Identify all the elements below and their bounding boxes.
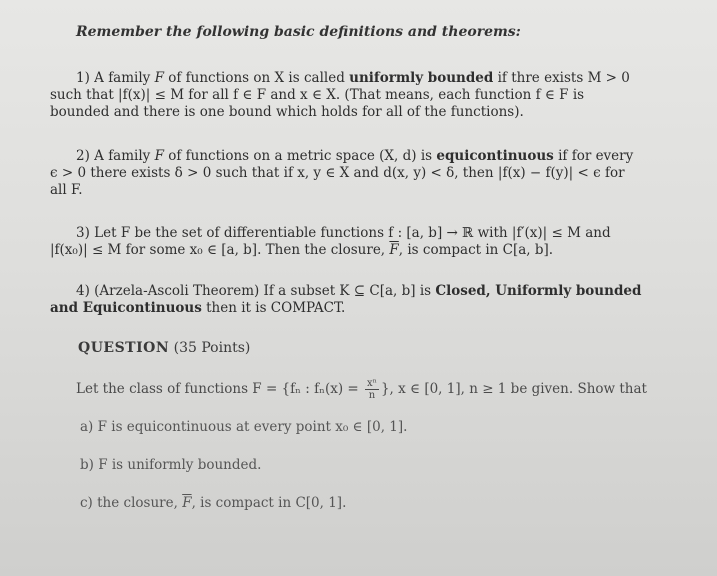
thm3-line2 <box>50 242 665 259</box>
thm4-text-a: 4) (Arzela-Ascoli Theorem) If a subset K ⊆ C[a, b] is <box>76 283 436 299</box>
question-part-a: a) F is equicontinuous at every point x₀ ∈ [0, 1]. <box>80 419 408 435</box>
def2-line3: all F. <box>50 182 83 198</box>
thm3-text-d: , is compact in C[a, b]. <box>398 242 554 258</box>
definition-equicontinuous <box>50 148 665 199</box>
fraction-denominator: n <box>368 390 376 401</box>
question-part-b: b) F is uniformly bounded. <box>80 457 262 473</box>
question-part-c <box>80 495 346 511</box>
def1-line3: bounded and there is one bound which holds for all of the functions). <box>50 104 524 120</box>
question-points: (35 Points) <box>169 340 251 356</box>
thm4-term-b: Closed, Uniformly bounded <box>435 283 642 299</box>
def2-term: equicontinuous <box>436 148 554 164</box>
def2-line2: ϵ > 0 there exists δ > 0 such that if x, y ∈ X and d(x, y) < δ, then |f(x) − f(y)| < ϵ for <box>50 165 625 181</box>
fraction-numerator: xⁿ <box>367 378 377 389</box>
def2-text-a: 2) A family <box>76 148 155 164</box>
thm3-line1 <box>50 225 665 242</box>
definition-uniformly-bounded <box>50 70 665 121</box>
question-text-a: Let the class of functions F = {fₙ : fₙ(x) = <box>76 381 363 397</box>
question-statement <box>76 378 647 401</box>
page-heading: Remember the following basic definitions and theorems: <box>76 24 521 40</box>
question-label: QUESTION <box>78 340 170 356</box>
theorem-3 <box>50 225 665 259</box>
thm4-text-d: then it is COMPACT. <box>201 300 346 316</box>
def2-family-symbol: F <box>154 148 164 164</box>
question-title <box>78 340 250 356</box>
def1-text-a: 1) A family <box>76 70 155 86</box>
def1-text-c: of functions on X is called <box>163 70 350 86</box>
def1-family-symbol: F <box>154 70 164 86</box>
fraction <box>365 378 379 401</box>
def1-text-e: if thre exists M > 0 <box>493 70 630 86</box>
def1-line1 <box>50 70 665 87</box>
thm3-text-a: 3) Let F be the set of differentiable functions f : [a, b] → ℝ with |f′(x)| ≤ M and <box>76 225 611 241</box>
thm3-text-b: |f(x₀)| ≤ M for some x₀ ∈ [a, b]. Then the closure, <box>50 242 390 258</box>
thm4-line1 <box>50 283 665 300</box>
part-c-closure-symbol: $\overline{F}$ <box>182 495 192 511</box>
part-c-text-a: c) the closure, <box>80 495 183 511</box>
thm4-term-c: and Equicontinuous <box>50 300 202 316</box>
def1-line2: such that |f(x)| ≤ M for all f ∈ F and x ∈ X. (That means, each function f ∈ F is <box>50 87 585 103</box>
def1-term: uniformly bounded <box>349 70 494 86</box>
thm3-closure-symbol: $\overline{F}$ <box>389 242 399 258</box>
def2-text-c: of functions on a metric space (X, d) is <box>163 148 437 164</box>
theorem-arzela-ascoli <box>50 283 665 317</box>
part-c-text-c: , is compact in C[0, 1]. <box>191 495 347 511</box>
def2-text-e: if for every <box>553 148 634 164</box>
question-text-b: }, x ∈ [0, 1], n ≥ 1 be given. Show that <box>380 381 647 397</box>
thm4-line2 <box>50 300 665 317</box>
def2-line1 <box>50 148 665 165</box>
